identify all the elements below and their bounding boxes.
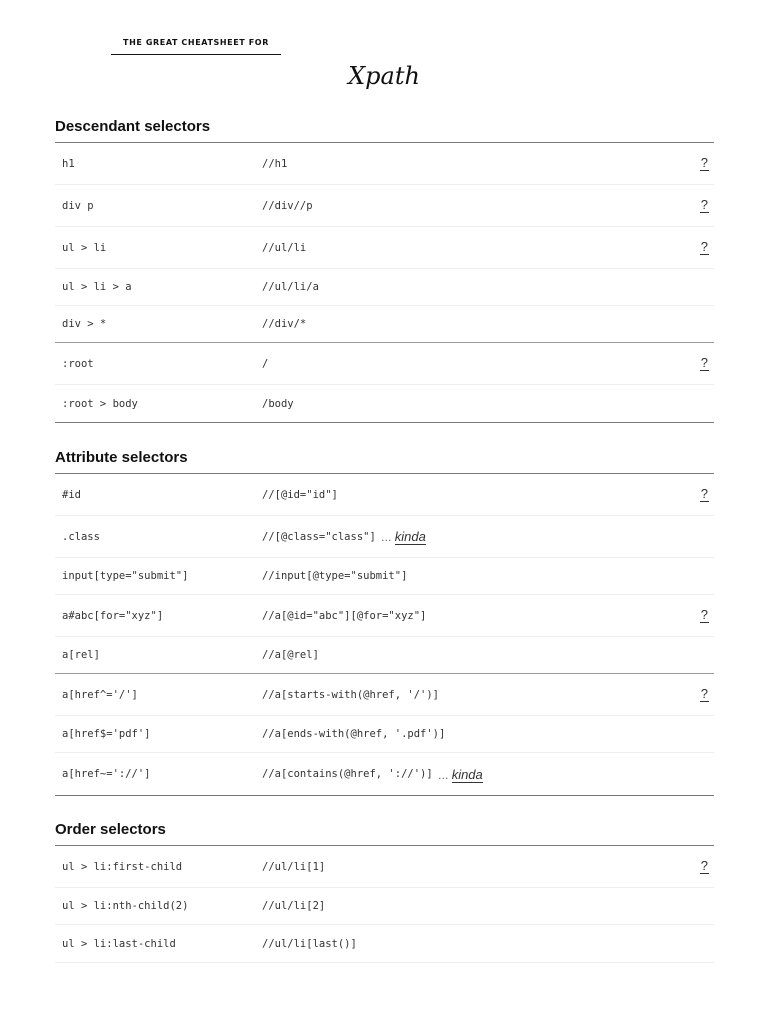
css-selector: a[href^='/'] bbox=[62, 688, 138, 701]
section-title: Attribute selectors bbox=[55, 449, 714, 474]
table-row bbox=[55, 716, 714, 753]
table-row bbox=[55, 925, 714, 962]
xpath-expression: //div/* bbox=[262, 318, 307, 330]
ellipsis: … bbox=[380, 532, 392, 544]
xpath-expression: //[@class="class"] bbox=[262, 530, 376, 543]
xpath-expression: / bbox=[262, 357, 269, 370]
help-link[interactable]: ? bbox=[700, 686, 708, 701]
table-row bbox=[55, 343, 714, 385]
table-row bbox=[55, 888, 714, 925]
section-order-selectors bbox=[55, 821, 714, 963]
xpath-expression: //a[@id="abc"][@for="xyz"] bbox=[262, 609, 427, 622]
css-selector: a[href~='://'] bbox=[62, 768, 151, 780]
css-selector: h1 bbox=[62, 157, 75, 170]
section-descendant-selectors bbox=[55, 118, 714, 423]
css-selector: :root bbox=[62, 357, 94, 370]
selector-table bbox=[55, 846, 714, 963]
help-link[interactable]: ? bbox=[700, 486, 708, 501]
table-row bbox=[55, 637, 714, 674]
kinda-note-link[interactable] bbox=[381, 529, 426, 544]
page-title: Xpath bbox=[348, 62, 420, 90]
css-selector: :root > body bbox=[62, 397, 138, 410]
table-row bbox=[55, 674, 714, 716]
help-link[interactable]: ? bbox=[700, 239, 708, 254]
xpath-expression: //ul/li[1] bbox=[262, 860, 326, 873]
section-attribute-selectors bbox=[55, 449, 714, 796]
table-row bbox=[55, 595, 714, 637]
help-link[interactable]: ? bbox=[700, 607, 708, 622]
table-row bbox=[55, 269, 714, 306]
xpath-expression: //a[ends-with(@href, '.pdf')] bbox=[262, 728, 446, 740]
selector-table bbox=[55, 143, 714, 423]
table-row bbox=[55, 558, 714, 595]
css-selector: a[rel] bbox=[62, 649, 100, 661]
xpath-expression: //a[starts-with(@href, '/')] bbox=[262, 688, 440, 701]
selector-table bbox=[55, 474, 714, 796]
section-title: Descendant selectors bbox=[55, 118, 714, 143]
xpath-expression: //a[contains(@href, '://')] bbox=[262, 768, 433, 780]
table-row bbox=[55, 143, 714, 185]
kinda-note-link[interactable] bbox=[438, 767, 483, 782]
css-selector: ul > li bbox=[62, 241, 107, 254]
xpath-expression: //div//p bbox=[262, 199, 313, 212]
help-link[interactable]: ? bbox=[700, 155, 708, 170]
help-link[interactable]: ? bbox=[700, 197, 708, 212]
css-selector: input[type="submit"] bbox=[62, 570, 189, 582]
table-row bbox=[55, 846, 714, 888]
table-row bbox=[55, 306, 714, 343]
css-selector: ul > li:nth-child(2) bbox=[62, 900, 189, 912]
xpath-expression: //ul/li[last()] bbox=[262, 937, 357, 950]
table-row bbox=[55, 753, 714, 795]
xpath-expression: //ul/li/a bbox=[262, 281, 319, 293]
table-row bbox=[55, 516, 714, 558]
xpath-expression: //h1 bbox=[262, 157, 288, 170]
xpath-cell bbox=[262, 516, 426, 557]
css-selector: .class bbox=[62, 530, 100, 543]
ellipsis: … bbox=[437, 769, 449, 782]
cheatsheet-label: THE GREAT CHEATSHEET FOR bbox=[111, 38, 281, 55]
css-selector: ul > li:last-child bbox=[62, 937, 176, 950]
note-text: kinda bbox=[451, 766, 483, 782]
xpath-expression: //a[@rel] bbox=[262, 649, 319, 661]
css-selector: #id bbox=[62, 488, 81, 501]
xpath-expression: //ul/li bbox=[262, 241, 307, 254]
section-title: Order selectors bbox=[55, 821, 714, 846]
xpath-cell bbox=[262, 753, 483, 795]
table-row bbox=[55, 474, 714, 516]
table-row bbox=[55, 385, 714, 422]
xpath-expression: //ul/li[2] bbox=[262, 900, 326, 912]
xpath-expression: //[@id="id"] bbox=[262, 488, 338, 501]
table-row bbox=[55, 185, 714, 227]
css-selector: ul > li > a bbox=[62, 281, 132, 293]
xpath-expression: /body bbox=[262, 397, 294, 410]
note-text: kinda bbox=[394, 529, 426, 544]
css-selector: div > * bbox=[62, 318, 107, 330]
help-link[interactable]: ? bbox=[700, 858, 708, 873]
xpath-expression: //input[@type="submit"] bbox=[262, 570, 408, 582]
help-link[interactable]: ? bbox=[700, 355, 708, 370]
css-selector: ul > li:first-child bbox=[62, 860, 183, 873]
table-row bbox=[55, 227, 714, 269]
css-selector: a#abc[for="xyz"] bbox=[62, 609, 164, 622]
css-selector: div p bbox=[62, 199, 94, 212]
css-selector: a[href$='pdf'] bbox=[62, 728, 151, 740]
